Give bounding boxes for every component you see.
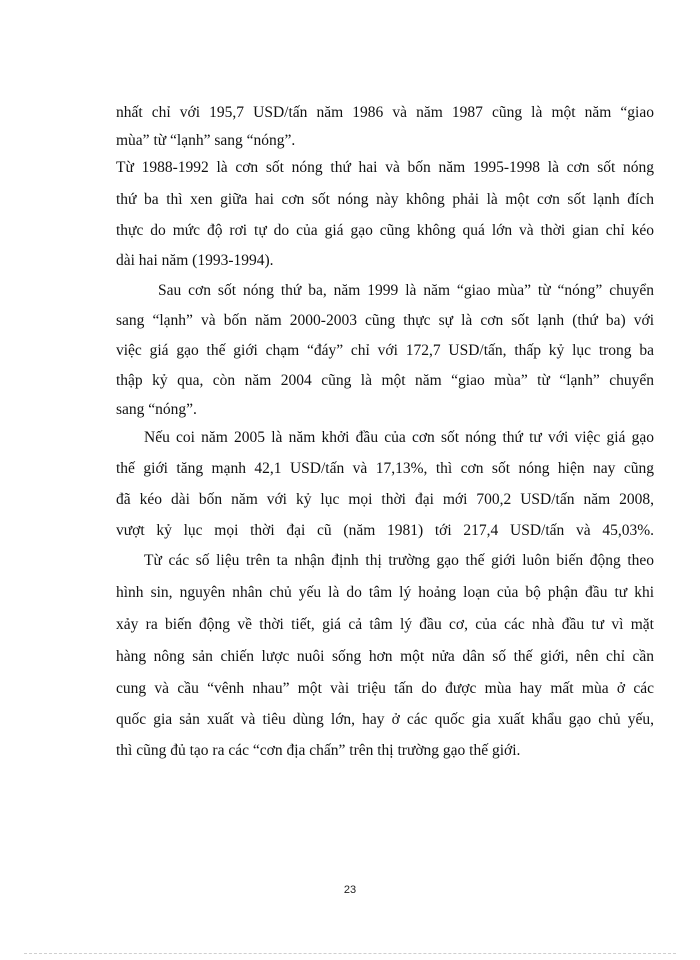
- paragraph-5-line-7: thì cũng đủ tạo ra các “cơn địa chấn” trên thị trường gạo thế giới.: [116, 742, 521, 759]
- paragraph-3-line-3: việc giá gạo thế giới chạm “đáy” chỉ với 172,7 USD/tấn, thấp kỷ lục trong ba: [116, 342, 654, 359]
- paragraph-4-line-3: đã kéo dài bốn năm với kỷ lục mọi thời đại mới 700,2 USD/tấn năm 2008,: [116, 491, 654, 508]
- paragraph-4-line-2: thế giới tăng mạnh 42,1 USD/tấn và 17,13%, thì cơn sốt nóng hiện nay cũng: [116, 460, 654, 477]
- paragraph-3-line-2: sang “lạnh” và bốn năm 2000-2003 cũng thực sự là cơn sốt lạnh (thứ ba) với: [116, 312, 654, 329]
- paragraph-3-line-1: Sau cơn sốt nóng thứ ba, năm 1999 là năm “giao mùa” từ “nóng” chuyển: [158, 282, 654, 299]
- page-bottom-rule: [24, 953, 676, 954]
- paragraph-5-line-3: xảy ra biến động về thời tiết, giá cả tâm lý đầu cơ, của các nhà đầu tư vì mặt: [116, 616, 654, 633]
- paragraph-1-line-1: nhất chỉ với 195,7 USD/tấn năm 1986 và năm 1987 cũng là một năm “giao: [116, 104, 654, 121]
- paragraph-2-line-3: thực do mức độ rơi tự do của giá gạo cũng không quá lớn và thời gian chỉ kéo: [116, 222, 654, 239]
- paragraph-5-line-2: hình sin, nguyên nhân chủ yếu là do tâm lý hoảng loạn của bộ phận đầu tư khi: [116, 584, 654, 601]
- paragraph-5-line-5: cung và cầu “vênh nhau” một vài triệu tấn do được mùa hay mất mùa ở các: [116, 680, 654, 697]
- paragraph-3-line-4: thập kỷ qua, còn năm 2004 cũng là một năm “giao mùa” từ “lạnh” chuyển: [116, 372, 654, 389]
- paragraph-4-line-4: vượt kỷ lục mọi thời đại cũ (năm 1981) tới 217,4 USD/tấn và 45,03%.: [116, 522, 654, 539]
- paragraph-2-line-1: Từ 1988-1992 là cơn sốt nóng thứ hai và bốn năm 1995-1998 là cơn sốt nóng: [116, 159, 654, 176]
- page-number: 23: [343, 884, 357, 896]
- paragraph-2-line-4: dài hai năm (1993-1994).: [116, 252, 274, 269]
- paragraph-1-line-2: mùa” từ “lạnh” sang “nóng”.: [116, 132, 296, 149]
- paragraph-2-line-2: thứ ba thì xen giữa hai cơn sốt nóng này không phải là một cơn sốt lạnh đích: [116, 191, 654, 208]
- paragraph-4-line-1: Nếu coi năm 2005 là năm khởi đầu của cơn sốt nóng thứ tư với việc giá gạo: [144, 429, 654, 446]
- paragraph-5-line-6: quốc gia sản xuất và tiêu dùng lớn, hay ở các quốc gia xuất khẩu gạo chủ yếu,: [116, 711, 654, 728]
- paragraph-3-line-5: sang “nóng”.: [116, 401, 197, 418]
- paragraph-5-line-4: hàng nông sản chiến lược nuôi sống hơn một nửa dân số thế giới, nên chỉ cần: [116, 648, 654, 665]
- paragraph-5-line-1: Từ các số liệu trên ta nhận định thị trường gạo thế giới luôn biến động theo: [144, 552, 654, 569]
